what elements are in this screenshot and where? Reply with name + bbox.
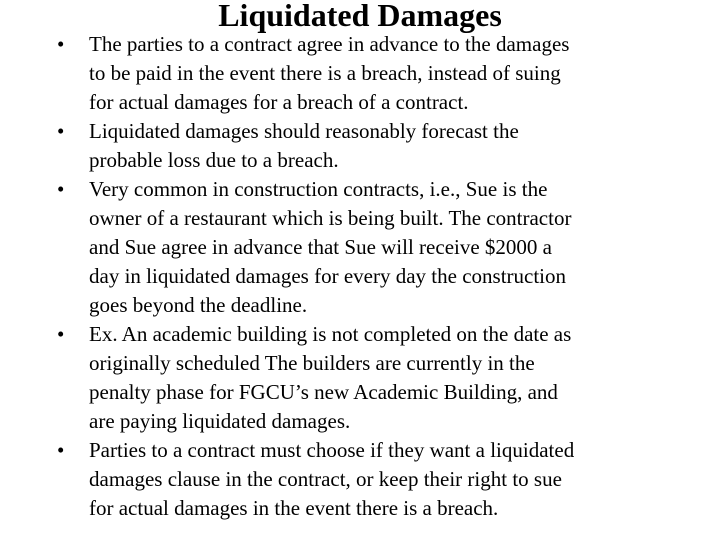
bullet-5-line-3: for actual damages in the event there is a breach. <box>89 496 499 520</box>
bullet-item-3 <box>0 175 720 320</box>
bullet-4-line-1: Ex. An academic building is not completed on the date as <box>89 322 572 346</box>
bullet-list <box>0 30 720 523</box>
bullet-4-line-3: penalty phase for FGCU’s new Academic Building, and <box>89 380 558 404</box>
bullet-dot-icon: • <box>57 438 65 462</box>
bullet-item-4 <box>0 320 720 436</box>
bullet-dot-icon: • <box>57 177 65 201</box>
bullet-dot-icon: • <box>57 322 65 346</box>
bullet-3-line-5: goes beyond the deadline. <box>89 293 308 317</box>
bullet-item-5 <box>0 436 720 523</box>
bullet-1-line-3: for actual damages for a breach of a contract. <box>89 90 469 114</box>
bullet-3-line-1: Very common in construction contracts, i.e., Sue is the <box>89 177 548 201</box>
bullet-2-line-1: Liquidated damages should reasonably forecast the <box>89 119 519 143</box>
bullet-4-line-4: are paying liquidated damages. <box>89 409 351 433</box>
bullet-dot-icon: • <box>57 119 65 143</box>
bullet-item-1 <box>0 30 720 117</box>
bullet-2-line-2: probable loss due to a breach. <box>89 148 339 172</box>
bullet-5-line-2: damages clause in the contract, or keep their right to sue <box>89 467 562 491</box>
slide-title: Liquidated Damages <box>218 0 502 33</box>
bullet-item-2 <box>0 117 720 175</box>
bullet-1-line-1: The parties to a contract agree in advance to the damages <box>89 32 570 56</box>
bullet-dot-icon: • <box>57 32 65 56</box>
bullet-4-line-2: originally scheduled The builders are currently in the <box>89 351 535 375</box>
bullet-5-line-1: Parties to a contract must choose if they want a liquidated <box>89 438 575 462</box>
bullet-3-line-2: owner of a restaurant which is being built. The contractor <box>89 206 572 230</box>
bullet-3-line-3: and Sue agree in advance that Sue will receive $2000 a <box>89 235 552 259</box>
bullet-1-line-2: to be paid in the event there is a breach, instead of suing <box>89 61 561 85</box>
bullet-3-line-4: day in liquidated damages for every day the construction <box>89 264 567 288</box>
